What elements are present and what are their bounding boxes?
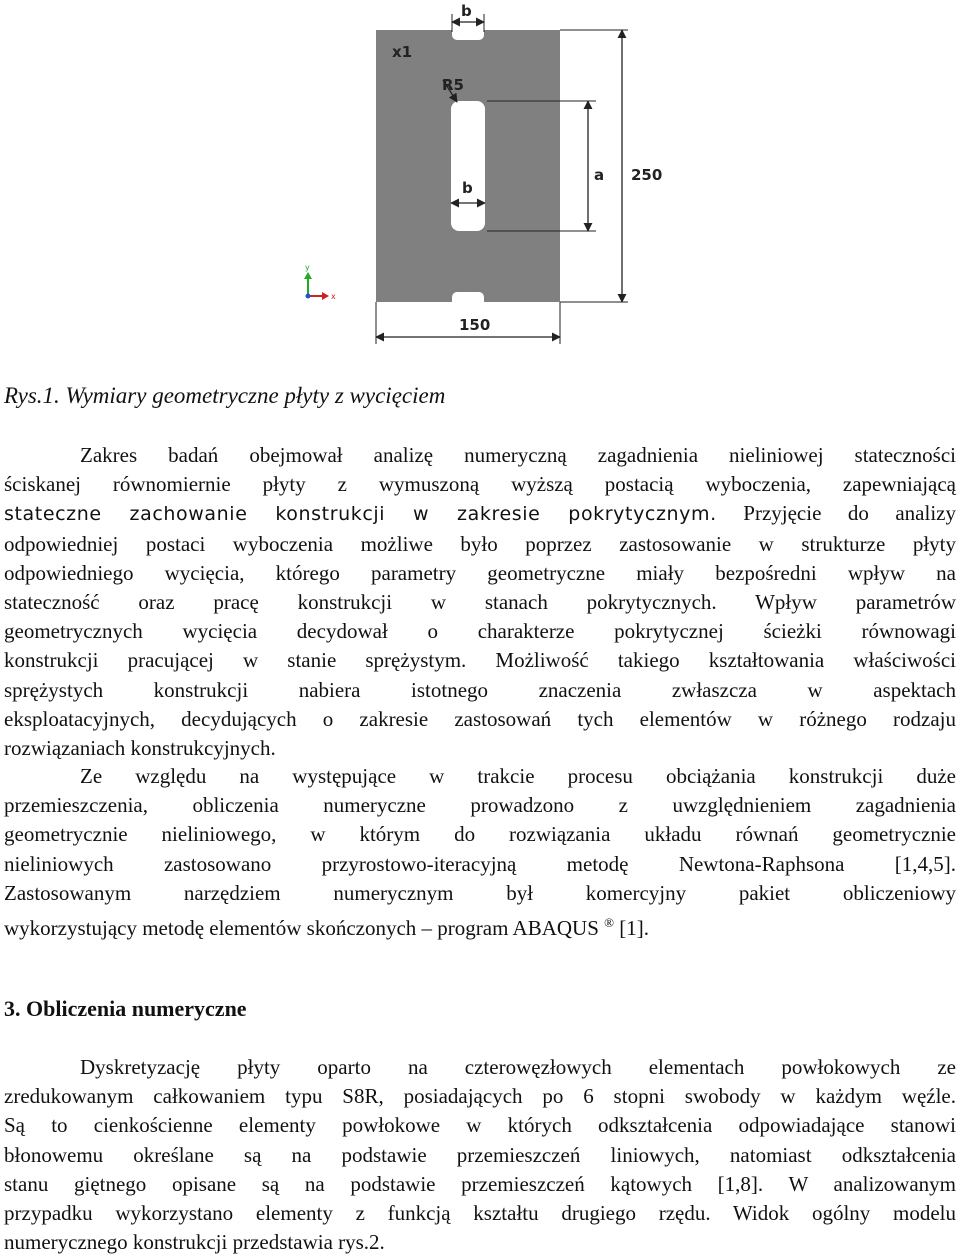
p3-line-5: stanu giętnego opisane są na podstawie przemieszczeń kątowych [1,8]. W analizowanym — [4, 1171, 956, 1196]
slot-cutout — [451, 101, 485, 231]
p1-line-3 — [4, 499, 956, 529]
p3-line-1: Dyskretyzację płyty oparto na czterowęzłowych elementach powłokowych ze — [80, 1055, 956, 1079]
label-x1: x1 — [392, 43, 413, 61]
p2-line-6 — [4, 908, 956, 943]
p2-line-4: nieliniowych zastosowano przyrostowo-iteracyjną metodę Newtona-Raphsona [1,4,5]. — [4, 851, 956, 876]
p1-line-7: geometrycznych wycięcia decydował o charakterze pokrytycznej ścieżki równowagi — [4, 619, 956, 644]
axis-triad-icon — [304, 263, 336, 301]
p2-line-6-end: [1]. — [614, 916, 650, 941]
p1-line-2: ściskanej równomiernie płyty z wymuszoną wyższą postacią wyboczenia, zapewniającą — [4, 472, 956, 497]
section-heading: 3. Obliczenia numeryczne — [4, 996, 247, 1021]
p3-line-4: błonowemu określane są na podstawie przemieszczeń liniowych, natomiast odkształcenia — [4, 1142, 956, 1167]
p1-line-4: odpowiedniej postaci wyboczenia możliwe było poprzez zastosowanie w strukturze płyty — [4, 531, 956, 556]
p1-line-3-mono: stateczne zachowanie konstrukcji w zakresie pokrytycznym. — [4, 503, 717, 526]
label-150: 150 — [459, 316, 491, 334]
label-250: 250 — [631, 166, 663, 184]
plate-dimension-figure — [0, 0, 960, 360]
registered-mark: ® — [604, 915, 615, 931]
p1-line-6: stateczność oraz pracę konstrukcji w stanach pokrytycznych. Wpływ parametrów — [4, 590, 956, 615]
p3-line-6: przypadku wykorzystano elementy z funkcją kształtu drugiego rzędu. Widok ogólny modelu — [4, 1201, 956, 1226]
label-b-top: b — [461, 2, 472, 20]
p1-line-11: rozwiązaniach konstrukcyjnych. — [4, 736, 276, 761]
figure-caption: Rys.1. Wymiary geometryczne płyty z wycięciem — [4, 383, 446, 408]
axis-x-label: x — [331, 292, 336, 301]
p2-line-2: przemieszczenia, obliczenia numeryczne prowadzono z uwzględnieniem zagadnienia — [4, 793, 956, 818]
paragraph-1 — [4, 441, 956, 763]
p2-line-6-start: wykorzystujący metodę elementów skończonych – program ABAQUS — [4, 916, 599, 941]
p1-line-3-rest: Przyjęcie do analizy — [716, 501, 956, 526]
p3-line-7: numerycznego konstrukcji przedstawia rys.2. — [4, 1230, 385, 1255]
label-a: a — [594, 166, 605, 184]
p1-line-8: konstrukcji pracującej w stanie sprężystym. Możliwość takiego kształtowania właściwości — [4, 648, 956, 673]
label-b-slot: b — [462, 179, 473, 197]
p1-line-10: eksploatacyjnych, decydujących o zakresie zastosowań tych elementów w różnego rodzaju — [4, 706, 956, 731]
label-r5: R5 — [442, 76, 464, 94]
p1-line-5: odpowiedniego wycięcia, którego parametry geometryczne miały bezpośredni wpływ na — [4, 560, 956, 585]
p3-line-3: Są to cienkościenne elementy powłokowe w których odkształcenia odpowiadające stanowi — [4, 1113, 956, 1138]
paragraph-3 — [4, 1053, 956, 1257]
p1-line-1: Zakres badań obejmował analizę numeryczną zagadnienia nieliniowej stateczności — [80, 443, 956, 467]
p2-line-5: Zastosowanym narzędziem numerycznym był komercyjny pakiet obliczeniowy — [4, 880, 956, 905]
p2-line-1: Ze względu na występujące w trakcie procesu obciążania konstrukcji duże — [80, 764, 956, 788]
p2-line-3: geometrycznie nieliniowego, w którym do rozwiązania układu równań geometrycznie — [4, 822, 956, 847]
p1-line-9: sprężystych konstrukcji nabiera istotnego znaczenia zwłaszcza w aspektach — [4, 677, 956, 702]
axis-y-label: y — [305, 263, 310, 272]
p3-line-2: zredukowanym całkowaniem typu S8R, posiadających po 6 stopni swobody w każdym węźle. — [4, 1084, 956, 1109]
paragraph-2 — [4, 762, 956, 943]
